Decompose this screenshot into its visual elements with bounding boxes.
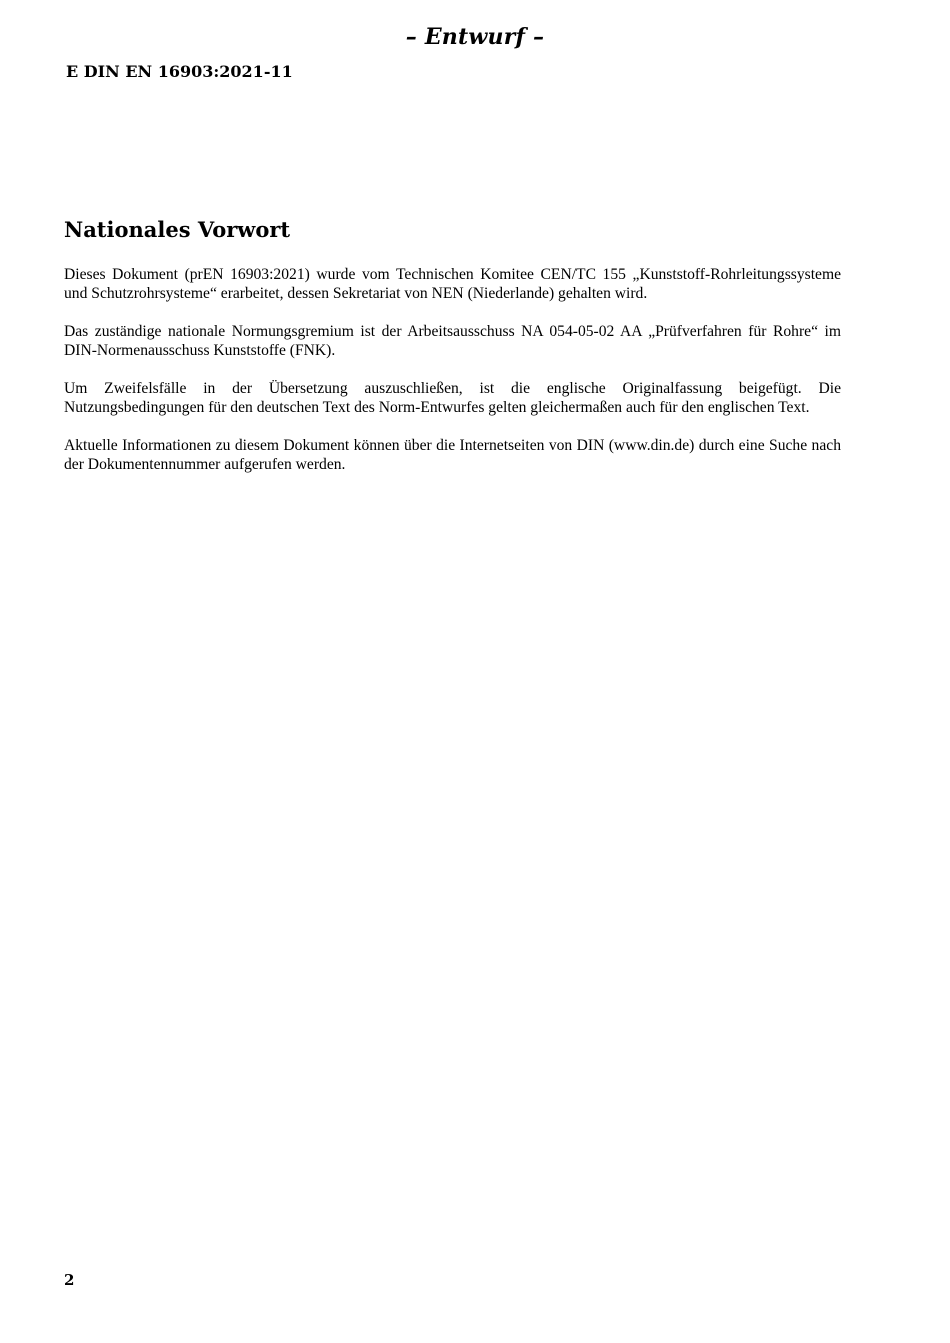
page-number: 2 — [64, 1271, 75, 1289]
document-id: E DIN EN 16903:2021-11 — [66, 62, 293, 81]
section-title: Nationales Vorwort — [64, 217, 291, 242]
draft-marker: – Entwurf – — [405, 24, 545, 50]
foreword-body — [64, 265, 841, 493]
paragraph-information: Aktuelle Informationen zu diesem Dokument können über die Internetseiten von DIN (www.din.de) durch eine Suche nach der Dokumentennummer aufgerufen werden. — [64, 437, 841, 473]
paragraph-translation: Um Zweifelsfälle in der Übersetzung auszuschließen, ist die englische Originalfassung beigefügt. Die Nutzungsbedingungen für den deutschen Text des Norm-Entwurfes gelten gleichermaßen auch für den englischen Text. — [64, 380, 841, 416]
paragraph-national-body: Das zuständige nationale Normungsgremium ist der Arbeitsausschuss NA 054-05-02 AA „Prüfverfahren für Rohre“ im DIN-Normenausschuss Kunststoffe (FNK). — [64, 323, 841, 359]
paragraph-committee: Dieses Dokument (prEN 16903:2021) wurde vom Technischen Komitee CEN/TC 155 „Kunststoff-Rohrleitungssysteme und Schutzrohrsysteme“ erarbeitet, dessen Sekretariat von NEN (Niederlande) gehalten wird. — [64, 266, 841, 302]
